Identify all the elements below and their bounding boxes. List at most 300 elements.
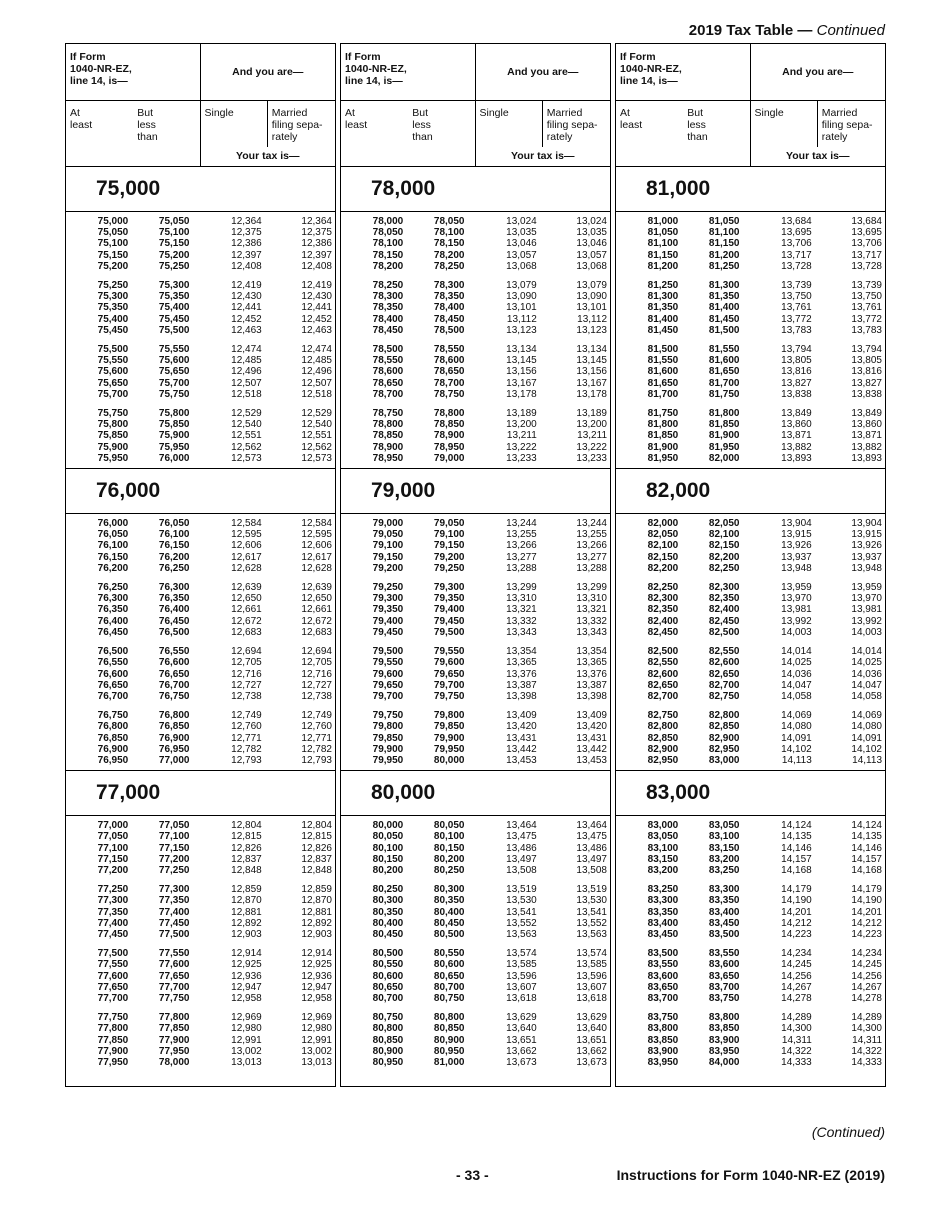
at-least-cell: 82,300 — [647, 593, 679, 605]
single-tax-cell: 12,881 — [231, 906, 262, 918]
single-tax-cell: 13,937 — [781, 551, 812, 563]
at-least-cell: 76,200 — [97, 562, 129, 574]
row-group — [66, 582, 335, 638]
at-least-cell: 81,050 — [647, 227, 679, 239]
married-separate-tax-cell: 12,782 — [301, 743, 332, 755]
at-least-cell: 76,250 — [97, 582, 129, 594]
married-separate-tax-cell: 13,926 — [851, 540, 882, 552]
table-row — [341, 907, 610, 918]
table-row — [66, 261, 335, 272]
married-separate-tax-cell: 14,234 — [851, 948, 882, 960]
at-least-cell: 79,300 — [372, 593, 404, 605]
single-tax-cell: 13,134 — [506, 344, 537, 356]
married-separate-tax-cell: 13,816 — [851, 366, 882, 378]
table-row — [616, 227, 885, 238]
single-tax-cell: 13,893 — [781, 452, 812, 464]
single-tax-cell: 13,310 — [506, 593, 537, 605]
at-least-cell: 77,600 — [97, 970, 129, 982]
but-less-than-cell: 77,150 — [158, 842, 190, 854]
page-number: - 33 - — [456, 1167, 489, 1183]
section-title: 76,000 — [66, 469, 335, 514]
section-body — [616, 514, 885, 770]
single-tax-cell: 13,013 — [231, 1056, 262, 1068]
married-separate-tax-cell: 14,003 — [851, 626, 882, 638]
table-row — [341, 657, 610, 668]
married-separate-tax-cell: 13,750 — [851, 291, 882, 303]
single-tax-cell: 12,815 — [231, 831, 262, 843]
but-less-than-cell: 76,700 — [158, 679, 190, 691]
table-row — [66, 669, 335, 680]
married-separate-tax-cell: 12,771 — [301, 732, 332, 744]
but-less-than-cell: 76,400 — [158, 604, 190, 616]
header-text: rately — [821, 131, 848, 143]
at-least-cell: 81,950 — [647, 452, 679, 464]
but-less-than-cell: 81,900 — [708, 430, 740, 442]
table-row — [616, 355, 885, 366]
married-separate-tax-cell: 14,267 — [851, 981, 882, 993]
married-separate-tax-cell: 12,683 — [301, 626, 332, 638]
table-row — [341, 680, 610, 691]
table-row — [616, 366, 885, 377]
at-least-cell: 80,100 — [372, 842, 404, 854]
at-least-cell: 77,050 — [97, 831, 129, 843]
single-tax-cell: 13,211 — [506, 430, 537, 442]
single-tax-cell: 12,529 — [231, 408, 262, 420]
single-tax-cell: 12,969 — [231, 1012, 262, 1024]
single-tax-cell: 14,212 — [781, 917, 812, 929]
but-less-than-header — [683, 101, 750, 166]
and-you-are-header: And you are— — [507, 66, 579, 78]
married-separate-tax-cell: 13,904 — [851, 518, 882, 530]
but-less-than-cell: 81,250 — [708, 260, 740, 272]
if-form-header — [341, 44, 476, 100]
at-least-header — [66, 101, 133, 166]
married-separate-tax-cell: 13,552 — [576, 917, 607, 929]
table-row — [341, 604, 610, 615]
married-separate-tax-cell: 13,365 — [576, 657, 607, 669]
table-title: 2019 Tax Table — — [688, 22, 813, 39]
single-tax-cell: 12,804 — [231, 820, 262, 832]
married-separate-tax-cell: 13,299 — [576, 582, 607, 594]
married-separate-tax-cell: 13,145 — [576, 355, 607, 367]
at-least-cell: 83,000 — [647, 820, 679, 832]
single-tax-cell: 13,101 — [506, 302, 537, 314]
at-least-cell: 80,850 — [372, 1034, 404, 1046]
table-row — [341, 540, 610, 551]
at-least-cell: 78,800 — [372, 419, 404, 431]
at-least-header — [616, 101, 683, 166]
at-least-cell: 75,350 — [97, 302, 129, 314]
single-header: Single — [201, 101, 268, 147]
single-tax-cell: 12,749 — [231, 710, 262, 722]
table-row — [66, 582, 335, 593]
table-column — [65, 43, 336, 1087]
if-form-header — [66, 44, 201, 100]
but-less-than-cell: 83,350 — [708, 895, 740, 907]
but-less-than-cell: 79,600 — [433, 657, 465, 669]
section-title: 82,000 — [616, 469, 885, 514]
table-row — [66, 1012, 335, 1023]
table-row — [616, 1057, 885, 1068]
but-less-than-cell: 75,050 — [158, 216, 190, 227]
at-least-cell: 75,200 — [97, 260, 129, 272]
married-separate-tax-cell: 13,563 — [576, 928, 607, 940]
married-separate-tax-cell: 12,386 — [301, 238, 332, 250]
at-least-cell: 76,500 — [97, 646, 129, 658]
but-less-than-cell: 76,050 — [158, 518, 190, 530]
married-separate-tax-cell: 13,497 — [576, 853, 607, 865]
at-least-cell: 78,850 — [372, 430, 404, 442]
table-row — [616, 616, 885, 627]
married-separate-tax-cell: 13,112 — [577, 313, 607, 325]
at-least-cell: 78,300 — [372, 291, 404, 303]
married-separate-tax-cell: 13,178 — [576, 388, 607, 400]
table-row — [341, 831, 610, 842]
at-least-cell: 80,650 — [372, 981, 404, 993]
row-group — [341, 820, 610, 876]
at-least-cell: 81,650 — [647, 377, 679, 389]
but-less-than-cell: 81,750 — [708, 388, 740, 400]
table-row — [66, 563, 335, 574]
table-row — [341, 389, 610, 400]
at-least-cell: 78,950 — [372, 452, 404, 464]
table-row — [341, 1035, 610, 1046]
married-separate-tax-cell: 14,333 — [851, 1056, 882, 1068]
table-row — [341, 854, 610, 865]
at-least-cell: 79,900 — [372, 743, 404, 755]
but-less-than-cell: 77,200 — [158, 853, 190, 865]
married-separate-tax-cell: 12,936 — [301, 970, 332, 982]
at-least-cell: 78,750 — [372, 408, 404, 420]
married-separate-tax-cell: 14,124 — [851, 820, 882, 832]
single-tax-cell: 13,431 — [506, 732, 537, 744]
single-tax-cell: 13,574 — [506, 948, 537, 960]
single-tax-cell: 13,783 — [781, 324, 812, 336]
married-separate-tax-cell: 12,958 — [301, 992, 332, 1004]
married-separate-tax-cell: 13,035 — [576, 227, 607, 239]
but-less-than-cell: 81,500 — [708, 324, 740, 336]
but-less-than-cell: 76,100 — [158, 529, 190, 541]
married-separate-tax-cell: 13,189 — [576, 408, 607, 420]
table-row — [66, 646, 335, 657]
table-row — [66, 314, 335, 325]
married-separate-tax-cell: 13,508 — [576, 864, 607, 876]
table-row — [66, 518, 335, 529]
table-row — [341, 442, 610, 453]
but-less-than-cell: 76,950 — [158, 743, 190, 755]
married-separate-tax-cell: 12,606 — [301, 540, 332, 552]
at-least-cell: 77,000 — [97, 820, 129, 832]
section-body — [616, 816, 885, 1072]
married-separate-tax-cell: 14,091 — [851, 732, 882, 744]
married-separate-tax-cell: 12,485 — [301, 355, 332, 367]
but-less-than-cell: 75,400 — [158, 302, 190, 314]
at-least-cell: 76,550 — [97, 657, 129, 669]
single-tax-cell: 14,278 — [781, 992, 812, 1004]
table-row — [66, 1057, 335, 1068]
table-row — [66, 453, 335, 464]
married-separate-tax-cell: 12,562 — [301, 441, 332, 453]
filing-status-header — [201, 101, 336, 166]
and-you-are-header: And you are— — [232, 66, 304, 78]
married-separate-tax-cell: 13,420 — [576, 721, 607, 733]
married-separate-tax-cell: 12,903 — [301, 928, 332, 940]
but-less-than-cell: 75,200 — [158, 249, 190, 261]
table-row — [616, 646, 885, 657]
but-less-than-cell: 83,750 — [708, 992, 740, 1004]
single-tax-cell: 14,311 — [781, 1034, 812, 1046]
header-text: rately — [546, 131, 573, 143]
single-tax-cell: 13,409 — [506, 710, 537, 722]
header-text: least — [70, 119, 93, 131]
row-group — [616, 518, 885, 574]
single-tax-cell: 12,551 — [231, 430, 262, 442]
single-tax-cell: 14,047 — [781, 679, 812, 691]
single-tax-cell: 13,739 — [781, 280, 812, 292]
single-tax-cell: 13,497 — [506, 853, 537, 865]
but-less-than-cell: 76,150 — [158, 540, 190, 552]
married-separate-tax-cell: 12,914 — [301, 948, 332, 960]
table-row — [341, 669, 610, 680]
single-tax-cell: 13,981 — [781, 604, 812, 616]
but-less-than-cell: 76,750 — [158, 690, 190, 702]
single-tax-cell: 13,915 — [781, 529, 812, 541]
married-separate-tax-cell: 12,408 — [301, 260, 332, 272]
at-least-cell: 82,450 — [647, 626, 679, 638]
but-less-than-cell: 78,950 — [433, 441, 465, 453]
but-less-than-cell: 83,300 — [708, 884, 740, 896]
married-separate-tax-cell: 13,585 — [576, 959, 607, 971]
single-tax-cell: 12,573 — [231, 452, 262, 464]
at-least-cell: 78,450 — [372, 324, 404, 336]
table-row — [66, 408, 335, 419]
married-separate-tax-cell: 12,738 — [301, 690, 332, 702]
but-less-than-cell: 83,700 — [708, 981, 740, 993]
single-tax-cell: 13,992 — [781, 615, 812, 627]
table-row — [341, 227, 610, 238]
single-tax-cell: 12,485 — [231, 355, 262, 367]
but-less-than-cell: 78,050 — [433, 216, 465, 227]
at-least-cell: 79,050 — [372, 529, 404, 541]
but-less-than-cell: 83,000 — [708, 754, 740, 766]
but-less-than-cell: 75,900 — [158, 430, 190, 442]
single-tax-cell: 13,167 — [506, 377, 537, 389]
header-text: 1040-NR-EZ, — [70, 63, 132, 75]
but-less-than-cell: 75,100 — [158, 227, 190, 239]
at-least-cell: 82,200 — [647, 562, 679, 574]
income-section — [616, 771, 885, 1072]
table-row — [66, 378, 335, 389]
single-tax-cell: 12,397 — [231, 249, 262, 261]
header-text: But — [412, 107, 429, 119]
at-least-cell: 80,450 — [372, 928, 404, 940]
single-tax-cell: 12,705 — [231, 657, 262, 669]
married-separate-tax-cell: 12,540 — [301, 419, 332, 431]
married-separate-tax-cell: 12,661 — [301, 604, 332, 616]
at-least-cell: 76,450 — [97, 626, 129, 638]
table-row — [66, 344, 335, 355]
section-body — [616, 212, 885, 468]
single-tax-cell: 13,948 — [781, 562, 812, 574]
married-separate-tax-cell: 12,991 — [301, 1034, 332, 1046]
table-row — [66, 238, 335, 249]
married-separate-tax-cell: 13,849 — [851, 408, 882, 420]
table-row — [616, 865, 885, 876]
married-separate-tax-cell: 13,838 — [851, 388, 882, 400]
at-least-cell: 81,450 — [647, 324, 679, 336]
but-less-than-cell: 78,850 — [433, 419, 465, 431]
but-less-than-cell: 75,650 — [158, 366, 190, 378]
at-least-cell: 83,750 — [647, 1012, 679, 1024]
but-less-than-cell: 76,600 — [158, 657, 190, 669]
married-separate-tax-cell: 12,892 — [301, 917, 332, 929]
section-title: 81,000 — [616, 167, 885, 212]
but-less-than-cell: 77,900 — [158, 1034, 190, 1046]
single-tax-cell: 14,102 — [781, 743, 812, 755]
row-group — [616, 646, 885, 702]
at-least-cell: 82,600 — [647, 668, 679, 680]
but-less-than-cell: 78,450 — [433, 313, 465, 325]
at-least-cell: 76,150 — [97, 551, 129, 563]
but-less-than-cell: 76,500 — [158, 626, 190, 638]
table-row — [341, 948, 610, 959]
at-least-cell: 81,100 — [647, 238, 679, 250]
at-least-cell: 80,500 — [372, 948, 404, 960]
married-separate-tax-cell: 13,717 — [851, 249, 882, 261]
married-separate-tax-cell: 13,574 — [576, 948, 607, 960]
table-row — [66, 1046, 335, 1057]
header-text: least — [620, 119, 643, 131]
married-separate-tax-cell: 13,662 — [576, 1045, 607, 1057]
table-row — [66, 325, 335, 336]
table-row — [341, 552, 610, 563]
married-separate-tax-cell: 12,727 — [301, 679, 332, 691]
at-least-cell: 77,150 — [97, 853, 129, 865]
table-row — [66, 854, 335, 865]
table-row — [66, 843, 335, 854]
married-separate-tax-cell: 13,222 — [576, 441, 607, 453]
but-less-than-cell: 80,850 — [433, 1023, 465, 1035]
single-tax-cell: 12,892 — [231, 917, 262, 929]
at-least-cell: 76,600 — [97, 668, 129, 680]
married-separate-tax-cell: 13,068 — [576, 260, 607, 272]
but-less-than-cell: 76,300 — [158, 582, 190, 594]
single-tax-cell: 12,628 — [231, 562, 262, 574]
married-separate-tax-cell: 13,211 — [577, 430, 607, 442]
tax-table — [65, 43, 886, 1087]
single-tax-cell: 14,322 — [781, 1045, 812, 1057]
but-less-than-cell: 83,550 — [708, 948, 740, 960]
row-group — [341, 408, 610, 464]
married-separate-tax-cell: 13,310 — [576, 593, 607, 605]
married-separate-tax-cell: 12,595 — [301, 529, 332, 541]
table-row — [616, 680, 885, 691]
table-row — [616, 280, 885, 291]
table-row — [341, 755, 610, 766]
married-separate-tax-cell: 12,672 — [301, 615, 332, 627]
table-row — [66, 540, 335, 551]
table-row — [341, 344, 610, 355]
at-least-cell: 83,400 — [647, 917, 679, 929]
single-tax-cell: 13,684 — [781, 216, 812, 227]
at-least-cell: 79,000 — [372, 518, 404, 530]
single-tax-cell: 12,540 — [231, 419, 262, 431]
but-less-than-cell: 77,800 — [158, 1012, 190, 1024]
at-least-cell: 77,950 — [97, 1056, 129, 1068]
married-separate-tax-cell: 13,871 — [851, 430, 882, 442]
married-filing-separately-header — [818, 101, 885, 147]
but-less-than-cell: 75,150 — [158, 238, 190, 250]
table-row — [341, 529, 610, 540]
single-tax-cell: 13,420 — [506, 721, 537, 733]
income-section — [616, 469, 885, 771]
single-tax-cell: 14,036 — [781, 668, 812, 680]
at-least-cell: 76,400 — [97, 615, 129, 627]
income-section — [66, 771, 335, 1072]
table-row — [66, 929, 335, 940]
married-separate-tax-cell: 13,519 — [576, 884, 607, 896]
table-row — [616, 691, 885, 702]
at-least-cell: 78,600 — [372, 366, 404, 378]
but-less-than-cell: 83,800 — [708, 1012, 740, 1024]
at-least-cell: 81,200 — [647, 260, 679, 272]
header-text: 1040-NR-EZ, — [620, 63, 682, 75]
married-separate-tax-cell: 13,277 — [576, 551, 607, 563]
but-less-than-cell: 82,050 — [708, 518, 740, 530]
at-least-cell: 77,100 — [97, 842, 129, 854]
table-row — [341, 250, 610, 261]
married-separate-tax-cell: 13,475 — [576, 831, 607, 843]
table-row — [616, 238, 885, 249]
header-text: At — [70, 107, 80, 119]
but-less-than-cell: 80,750 — [433, 992, 465, 1004]
married-separate-tax-cell: 14,322 — [851, 1045, 882, 1057]
table-column — [615, 43, 886, 1087]
row-group — [66, 518, 335, 574]
but-less-than-cell: 80,450 — [433, 917, 465, 929]
table-row — [616, 929, 885, 940]
but-less-than-cell: 80,500 — [433, 928, 465, 940]
married-separate-tax-cell: 12,793 — [301, 754, 332, 766]
table-row — [66, 1035, 335, 1046]
footer-instructions: Instructions for Form 1040-NR-EZ (2019) — [616, 1167, 885, 1183]
table-row — [616, 518, 885, 529]
at-least-cell: 83,150 — [647, 853, 679, 865]
married-separate-tax-cell: 13,530 — [576, 895, 607, 907]
table-row — [616, 710, 885, 721]
single-tax-cell: 13,354 — [506, 646, 537, 658]
married-separate-tax-cell: 12,749 — [301, 710, 332, 722]
single-tax-cell: 12,793 — [231, 754, 262, 766]
table-row — [616, 582, 885, 593]
single-tax-cell: 12,760 — [231, 721, 262, 733]
at-least-cell: 76,850 — [97, 732, 129, 744]
at-least-cell: 82,400 — [647, 615, 679, 627]
single-tax-cell: 12,430 — [231, 291, 262, 303]
table-row — [341, 1023, 610, 1034]
but-less-than-cell: 80,550 — [433, 948, 465, 960]
single-tax-cell: 13,343 — [506, 626, 537, 638]
table-row — [341, 616, 610, 627]
table-row — [616, 261, 885, 272]
at-least-cell: 82,150 — [647, 551, 679, 563]
married-separate-tax-cell: 12,551 — [301, 430, 332, 442]
at-least-cell: 76,350 — [97, 604, 129, 616]
married-separate-tax-cell: 13,541 — [576, 906, 607, 918]
single-tax-cell: 13,035 — [506, 227, 537, 239]
at-least-cell: 83,900 — [647, 1045, 679, 1057]
single-tax-cell: 13,321 — [506, 604, 537, 616]
